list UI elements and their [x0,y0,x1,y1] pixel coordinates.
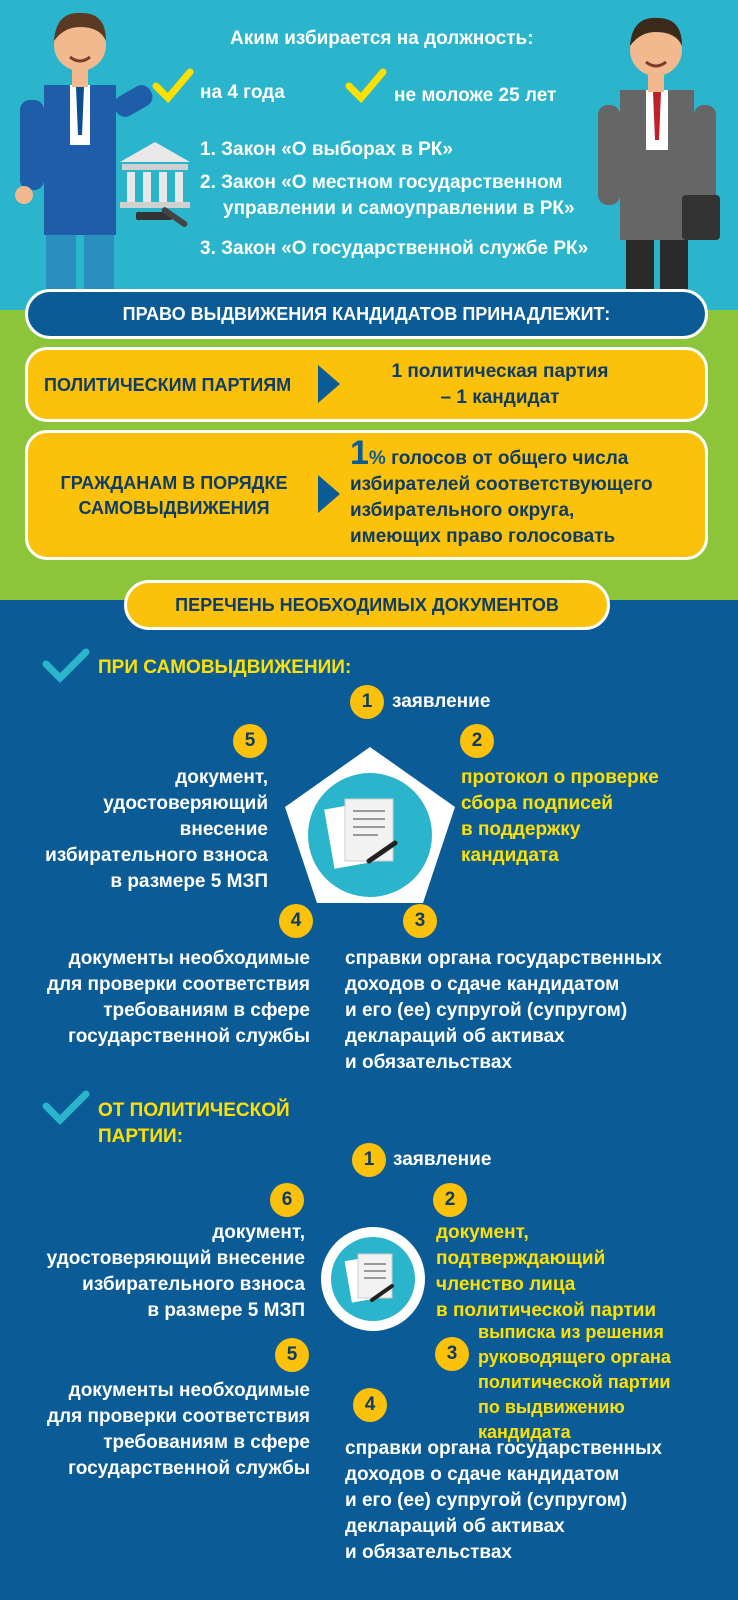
citizens-value: 1% голосов от общего числа избирателей соответствующего избирательного округа, имеющих право голосовать [350,434,653,547]
self-item-4: документы необходимые для проверки соответствия требованиям в сфере государственной службы [47,948,310,1047]
party-item-6: документ, удостоверяющий внесение избирательного взноса в размере 5 МЗП [46,1222,305,1321]
self-item-5: документ, удостоверяющий внесение избирательного взноса в размере 5 МЗП [45,767,268,892]
party-item-4: справки органа государственных доходов о сдаче кандидатом и его (ее) супругой (супругом) деклараций об активах и обязательствах [345,1438,662,1563]
law-1: 1. Закон «О выборах в РК» [200,139,453,160]
docs-title: ПЕРЕЧЕНЬ НЕОБХОДИМЫХ ДОКУМЕНТОВ [175,595,559,615]
age-text: не моложе 25 лет [394,85,557,106]
self-item-1: заявление [392,691,491,712]
party-num-2: 2 [433,1183,467,1217]
parties-label: ПОЛИТИЧЕСКИМ ПАРТИЯМ [44,375,292,395]
nomination-title-pill [25,289,708,339]
docs-title-pill [124,580,610,630]
checkmark-icon [42,1090,90,1126]
self-num-1: 1 [350,685,384,719]
self-item-3: справки органа государственных доходов о сдаче кандидатом и его (ее) супругой (супругом) деклараций об активах и обязательствах [345,948,662,1073]
party-num-3: 3 [435,1337,469,1371]
term-text: на 4 года [200,82,285,103]
nomination-title: ПРАВО ВЫДВИЖЕНИЯ КАНДИДАТОВ ПРИНАДЛЕЖИТ: [122,304,611,324]
party-num-1: 1 [352,1143,386,1177]
self-num-4: 4 [279,904,313,938]
law-2: 2. Закон «О местном государственном [200,172,563,193]
courthouse-icon [114,140,196,230]
man-right-illustration [590,10,730,310]
checkmark-icon [152,68,194,104]
self-num-5: 5 [233,724,267,758]
law-3: 3. Закон «О государственной службе РК» [200,238,589,259]
documents-icon [283,745,457,905]
checkmark-icon [42,648,90,684]
parties-value: 1 политическая партия – 1 кандидат [391,361,609,408]
self-num-3: 3 [403,904,437,938]
party-item-5: документы необходимые для проверки соответствия требованиям в сфере государственной службы [47,1380,310,1479]
checkmark-icon [345,68,387,104]
header-title: Аким избирается на должность: [230,28,534,49]
party-num-6: 6 [270,1183,304,1217]
party-heading: ОТ ПОЛИТИЧЕСКОЙ ПАРТИИ: [98,1100,290,1147]
party-num-5: 5 [275,1338,309,1372]
party-num-4: 4 [353,1388,387,1422]
party-item-1: заявление [393,1149,492,1170]
arrow-icon [318,475,340,513]
party-item-3: выписка из решения руководящего органа политической партии по выдвижению кандидата [478,1322,671,1442]
arrow-icon [318,365,340,403]
self-item-2: протокол о проверке сбора подписей в поддержку кандидата [461,767,659,866]
party-item-2: документ, подтверждающий членство лица в политической партии [436,1222,657,1321]
citizens-label: ГРАЖДАНАМ В ПОРЯДКЕ САМОВЫДВИЖЕНИЯ [60,473,288,518]
law-2-cont: управлении и самоуправлении в РК» [223,198,575,219]
documents-icon [318,1224,428,1334]
self-heading: ПРИ САМОВЫДВИЖЕНИИ: [98,657,352,678]
self-num-2: 2 [460,724,494,758]
